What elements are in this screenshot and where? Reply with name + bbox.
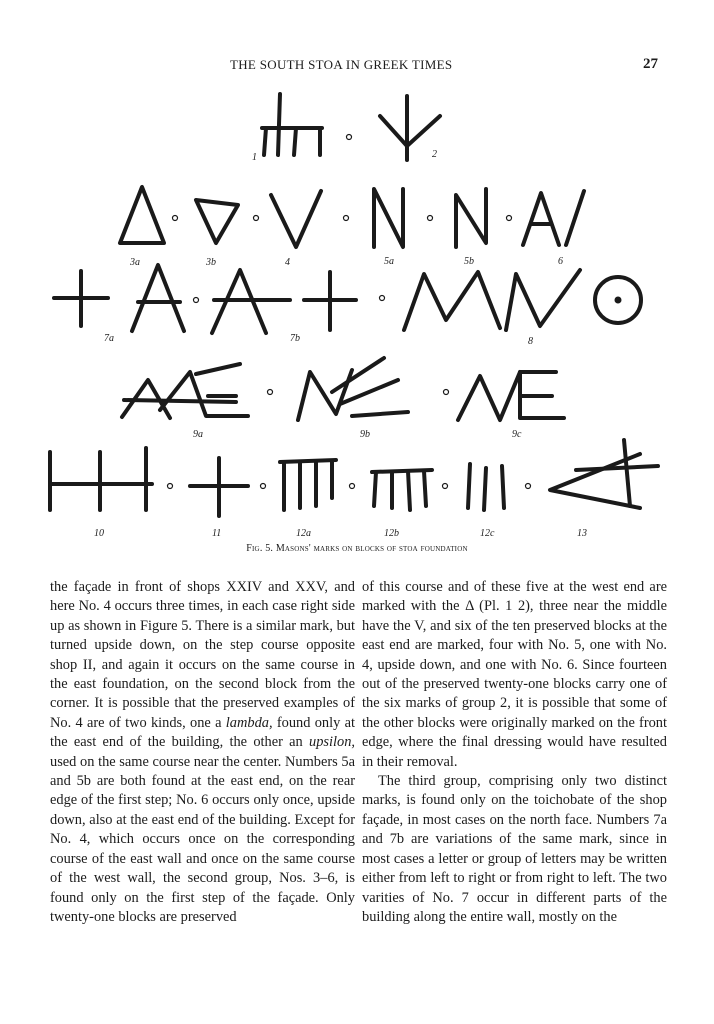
label-13: 13 (577, 528, 587, 539)
mark-11 (190, 458, 248, 516)
text-column-left (50, 578, 355, 927)
omicron-center-dot (615, 297, 622, 304)
mark-9a (122, 364, 248, 418)
mark-7a-alpha (132, 265, 184, 331)
text-column-right (362, 578, 667, 927)
label-6: 6 (558, 256, 563, 267)
label-5b: 5b (464, 256, 474, 267)
separator-dot (444, 390, 449, 395)
mark-12c (468, 464, 504, 510)
separator-dot (380, 296, 385, 301)
separator-dot (347, 135, 352, 140)
label-4: 4 (285, 257, 290, 268)
caption-text: Masons' marks on blocks of stoa foundation (275, 543, 468, 554)
mark-9b (298, 358, 408, 420)
text-run: the façade in front of shops XXIV and XXV, and here No. 4 occurs three times, in each case right side up as shown in Figure 5. There is a similar mark, but turned upside down, on the step course opposite shop II, and again it occurs on the same course in the east foundation, on the second block from the corner. It is possible that the preserved examples of No. 4 are of two kinds, one a (50, 579, 355, 731)
label-9a: 9a (193, 429, 203, 440)
label-5a: 5a (384, 256, 394, 267)
label-1: 1 (252, 152, 257, 163)
separator-dot (173, 216, 178, 221)
mark-13 (550, 440, 658, 508)
mark-5b (456, 189, 486, 247)
mark-4 (271, 191, 321, 247)
mark-1 (262, 94, 322, 155)
masons-marks-figure (0, 80, 714, 550)
mark-12b (372, 470, 432, 510)
emphasis-lambda: lambda, (225, 714, 273, 731)
label-12b: 12b (384, 528, 399, 539)
mark-7a-cross (54, 271, 108, 326)
separator-dot (261, 484, 266, 489)
label-8: 8 (528, 336, 533, 347)
mark-10 (50, 448, 152, 510)
separator-dot (428, 216, 433, 221)
label-7b: 7b (290, 333, 300, 344)
mark-7b-cross (304, 272, 356, 330)
text-run: used on the same course near the center. Numbers 5a and 5b are both found at the east end, on the rear edge of the first step; No. 6 occurs only once, upside down, also at the east end of the building. Except for No. 4, which occurs once on the corresponding course of the east wall and once on the same course of the west wall, the second group, Nos. 3–6, is found only on the first step of the façade. Only twenty-one blocks are preserved (50, 753, 355, 925)
text-run: found only at the east end of the building, the other an (50, 714, 355, 751)
label-3b: 3b (206, 257, 216, 268)
separator-dot (168, 484, 173, 489)
label-12c: 12c (480, 528, 495, 539)
separator-dot (268, 390, 273, 395)
caption-prefix: Fig. 5. (246, 543, 274, 554)
mark-7b-alpha (212, 270, 290, 333)
figure-caption (0, 543, 714, 554)
mark-6 (523, 191, 584, 245)
separator-dot (526, 484, 531, 489)
label-2: 2 (432, 149, 437, 160)
mark-12a (280, 460, 336, 510)
mark-8-nu (506, 270, 580, 330)
running-head: THE SOUTH STOA IN GREEK TIMES (230, 57, 453, 72)
mark-3a (120, 187, 164, 243)
label-10: 10 (94, 528, 104, 539)
mark-5a (374, 189, 403, 247)
separator-dot (194, 298, 199, 303)
mark-3b (196, 200, 238, 243)
separator-dot (344, 216, 349, 221)
page-header (0, 57, 714, 77)
label-7a: 7a (104, 333, 114, 344)
mark-9c (458, 372, 564, 420)
mark-2 (380, 96, 440, 160)
paragraph: of this course and of these five at the west end are marked with the Δ (Pl. 1 2), three near the middle have the V, and six of the ten preserved blocks at the east end are marked, four with No. 5, one with No. 4, upside down, and one with No. 6. Since fourteen out of the preserved twenty-one blocks carry one of the six marks of group 2, it is possible that some of the other blocks were originally marked on the front edge, where the final dressing would have resulted in their removal. (362, 579, 667, 770)
label-11: 11 (212, 528, 222, 539)
label-3a: 3a (130, 257, 140, 268)
label-9c: 9c (512, 429, 522, 440)
page-number: 27 (643, 56, 658, 72)
label-12a: 12a (296, 528, 311, 539)
mark-8-mu (404, 272, 500, 330)
separator-dot (507, 216, 512, 221)
paragraph (50, 578, 355, 927)
paragraph: The third group, comprising only two distinct marks, is found only on the toichobate of the shop façade, in most cases on the north face. Numbers 7a and 7b are variations of the same mark, since in most cases a letter or group of letters may be written either from left to right or from right to left. The two varities of No. 7 occur in different parts of the building along the entire wall, mostly on the (362, 773, 667, 925)
emphasis-upsilon: upsilon, (309, 734, 355, 751)
separator-dot (254, 216, 259, 221)
separator-dot (350, 484, 355, 489)
separator-dot (443, 484, 448, 489)
label-9b: 9b (360, 429, 370, 440)
